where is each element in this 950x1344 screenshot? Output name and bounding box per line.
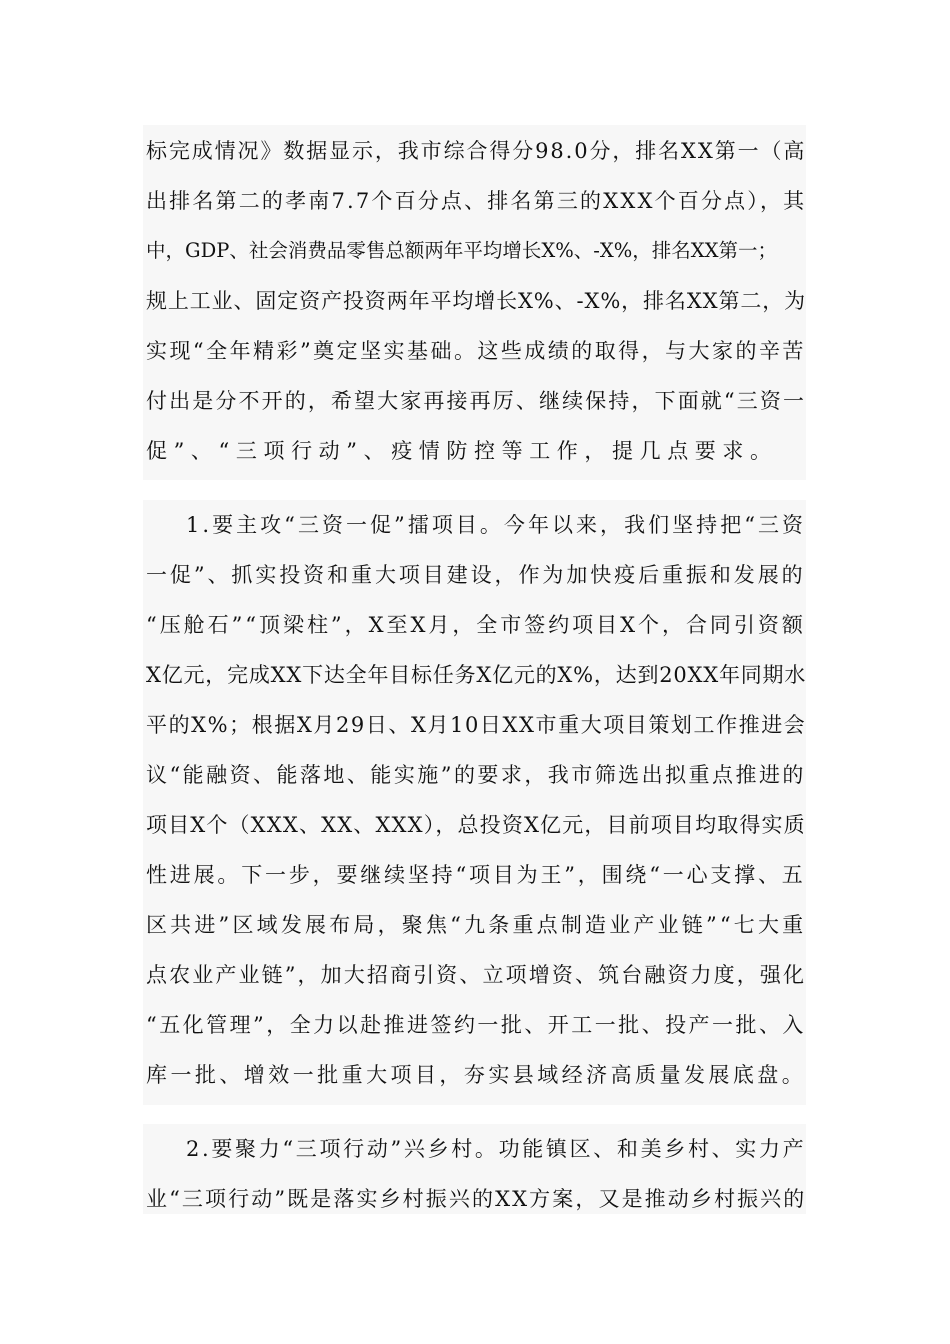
- paragraph-line: 实现“全年精彩”奠定坚实基础。这些成绩的取得，与大家的辛苦: [146, 339, 806, 363]
- paragraph-line: 平的X%；根据X月29日、X月10日XX市重大项目策划工作推进会: [146, 713, 807, 737]
- paragraph-line: 项目X个（XXX、XX、XXX），总投资X亿元，目前项目均取得实质: [146, 813, 806, 837]
- paragraph-line: 付出是分不开的，希望大家再接再厉、继续保持，下面就“三资一: [146, 389, 807, 413]
- paragraph-line: “压舱石”“顶梁柱”，X至X月，全市签约项目X个，合同引资额: [146, 613, 806, 637]
- paragraph-line: 点农业产业链”，加大招商引资、立项增资、筑台融资力度，强化: [146, 963, 807, 987]
- paragraph-line: 库一批、增效一批重大项目，夯实县域经济高质量发展底盘。: [146, 1063, 807, 1087]
- paragraph-line: 2.要聚力“三项行动”兴乡村。功能镇区、和美乡村、实力产: [186, 1137, 807, 1161]
- paragraph-line: 出排名第二的孝南7.7个百分点、排名第三的XXX个百分点），其: [146, 189, 807, 213]
- paragraph-line: 议“能融资、能落地、能实施”的要求，我市筛选出拟重点推进的: [146, 763, 806, 787]
- paragraph-line: 区共进”区域发展布局，聚焦“九条重点制造业产业链”“七大重: [146, 913, 807, 937]
- paragraph-line: “五化管理”，全力以赴推进签约一批、开工一批、投产一批、入: [146, 1013, 806, 1037]
- paragraph-line: 中，GDP、社会消费品零售总额两年平均增长X%、-X%，排名XX第一；: [146, 239, 778, 262]
- paragraph-line: 规上工业、固定资产投资两年平均增长X%、-X%，排名XX第二，为: [146, 289, 807, 313]
- paragraph-line: X亿元，完成XX下达全年目标任务X亿元的X%，达到20XX年同期水: [146, 663, 807, 687]
- paragraph-line: 促”、“三项行动”、疫情防控等工作，提几点要求。: [146, 439, 778, 463]
- paragraph-line: 一促”、抓实投资和重大项目建设，作为加快疫后重振和发展的: [146, 563, 806, 587]
- paragraph-line: 业“三项行动”既是落实乡村振兴的XX方案，又是推动乡村振兴的: [146, 1187, 807, 1211]
- paragraph-line: 性进展。下一步，要继续坚持“项目为王”，围绕“一心支撑、五: [146, 863, 806, 887]
- paragraph-line: 1.要主攻“三资一促”擂项目。今年以来，我们坚持把“三资: [186, 513, 807, 537]
- paragraph-line: 标完成情况》数据显示，我市综合得分98.0分，排名XX第一（高: [146, 139, 807, 163]
